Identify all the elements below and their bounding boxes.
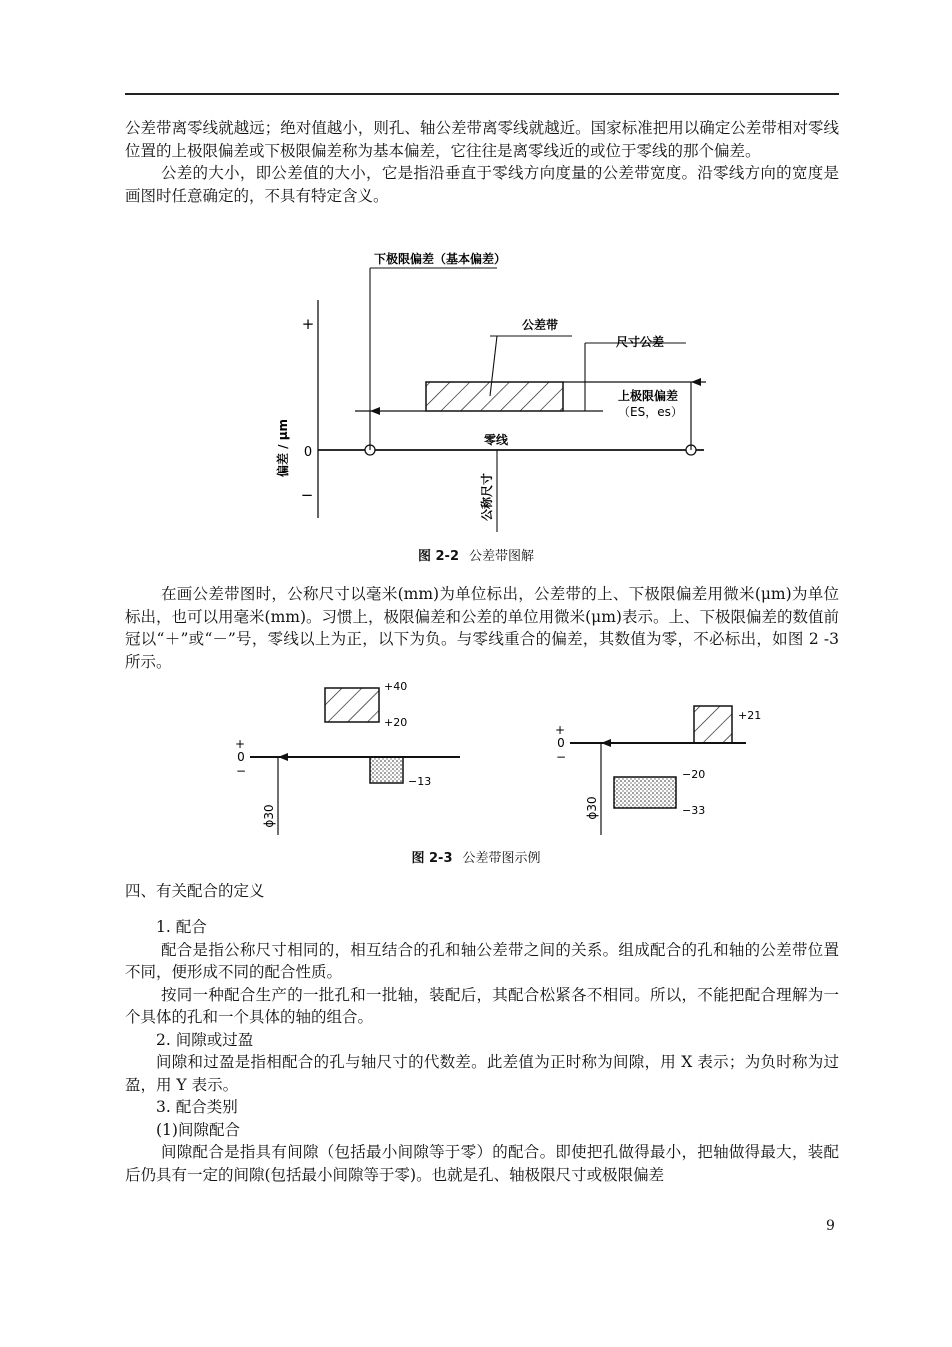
fig1-size-tol-label: 尺寸公差 [616,335,665,349]
section-paragraph: 3. 配合类别 [156,1098,238,1116]
fig1-zone-label: 公差带 [522,318,559,332]
fig2r-upper: +21 [738,709,762,722]
fig1-caption-text: 公差带图解 [469,549,535,564]
fig1-zero-line-label: 零线 [483,433,509,447]
sections-block [125,916,839,1186]
fig1-axis-label: 偏差 / μm [276,418,290,478]
paragraph-3: 在画公差带图时，公称尺寸以毫米(mm)为单位标出，公差带的上、下极限偏差用微米(μm)为单位标出，也可以用毫米(mm)。习惯上，极限偏差和公差的单位用微米(μm)表示。上、下极限偏差的数值前冠以“＋”或“－”号，零线以上为正，以下为负。与零线重合的偏差，其数值为零，不必标出，如图 2 -3 所示。 [125,585,839,671]
fig1-plus: + [301,315,315,333]
fig2l-shaft-zone [370,757,403,783]
middle-paragraph-block [125,583,839,673]
fig2r-dim: ϕ30 [585,796,599,820]
figure-2-3-left [235,680,460,835]
fig2r-shaft-zone [614,777,676,808]
section-paragraph: 1. 配合 [156,918,207,936]
fig2r-minus: − [555,750,567,764]
fig2r-lower-lo: −33 [682,804,706,817]
fig2l-hole-zone [325,688,379,722]
section-paragraph: (1)间隙配合 [156,1120,240,1139]
fig2l-upper-hi: +40 [384,680,408,693]
section-paragraph: 2. 间隙或过盈 [156,1030,254,1049]
fig2-caption-number: 图 2-3 [411,851,453,866]
figure-2-2-caption [0,545,952,564]
fig2l-upper-lo: +20 [384,716,408,729]
fig2r-zero: 0 [557,736,565,750]
figure-2-3-caption [0,847,952,866]
section-paragraph: 按同一种配合生产的一批孔和一批轴，装配后，其配合松紧各不相同。所以，不能把配合理解为一个具体的孔和一个具体的轴的组合。 [125,985,839,1026]
fig2l-zero: 0 [237,750,245,764]
section-paragraph: 间隙和过盈是指相配合的孔与轴尺寸的代数差。此差值为正时称为间隙，用 X 表示；为负时称为过盈，用 Y 表示。 [125,1053,839,1094]
fig2l-minus: − [235,764,247,778]
paragraph-1: 公差带离零线就越远；绝对值越小，则孔、轴公差带离零线就越近。国家标准把用以确定公差带相对零线位置的上极限偏差或下极限偏差称为基本偏差，它往往是离零线近的或位于零线的那个偏差。 [125,119,839,160]
figure-2-3-right [555,706,761,835]
fig2l-dim: ϕ30 [262,804,276,828]
section-heading: 四、有关配合的定义 [125,882,265,900]
fig1-caption-number: 图 2-2 [417,549,459,564]
fig1-minus: − [300,486,314,504]
figure-2-2 [275,251,706,532]
fig2-caption-text: 公差带图示例 [462,851,541,866]
fig2l-lower: −13 [408,775,432,788]
section-paragraph: 配合是指公称尺寸相同的，相互结合的孔和轴公差带之间的关系。组成配合的孔和轴的公差带位置不同，便形成不同的配合性质。 [125,940,839,981]
fig2r-hole-zone [694,706,732,743]
fig2l-plus: + [234,737,246,751]
fig2r-lower-hi: −20 [682,768,706,781]
fig1-lower-dev-label: 下极限偏差（基本偏差） [374,252,507,266]
fig2r-plus: + [554,723,566,737]
section-paragraph: 间隙配合是指具有间隙（包括最小间隙等于零）的配合。即使把孔做得最小，把轴做得最大，装配后仍具有一定的间隙(包括最小间隙等于零)。也就是孔、轴极限尺寸或极限偏差 [125,1143,839,1184]
fig1-upper-dev-label: 上极限偏差 [618,389,679,403]
fig1-tolerance-zone [426,382,563,411]
fig1-zero: 0 [303,445,313,460]
fig1-upper-dev-sub: （ES，es） [618,405,683,419]
paragraph-2: 公差的大小，即公差值的大小，它是指沿垂直于零线方向度量的公差带宽度。沿零线方向的宽度是画图时任意确定的，不具有特定含义。 [125,164,839,205]
fig1-nominal-label: 公称尺寸 [480,472,494,522]
page-number: 9 [826,1218,835,1234]
